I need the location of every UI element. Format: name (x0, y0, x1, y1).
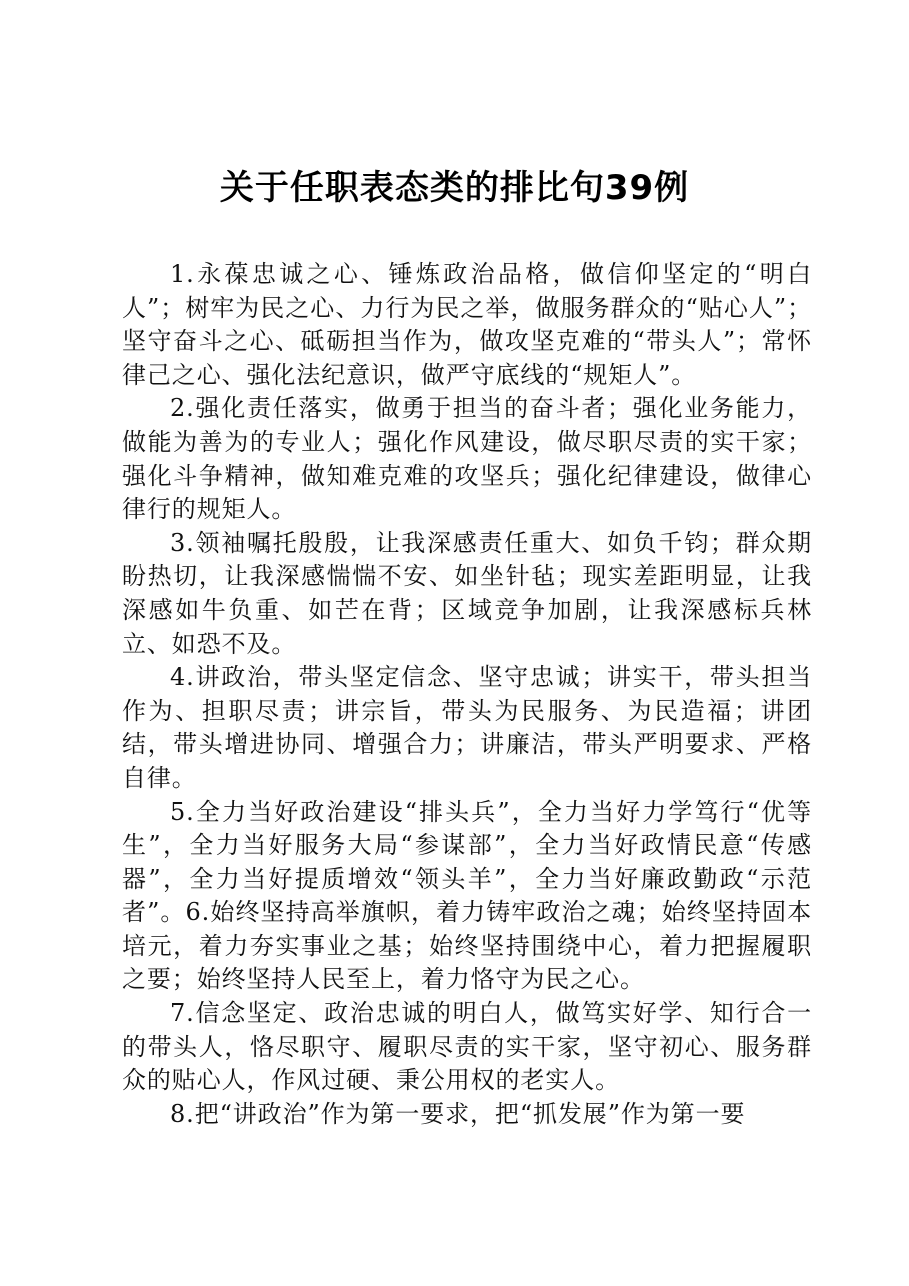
document-body (122, 258, 812, 1131)
paragraph-5-6: 5.全力当好政治建设“排头兵”，全力当好力学笃行“优等生”，全力当好服务大局“参谋部”，全力当好政情民意“传感器”，全力当好提质增效“领头羊”，全力当好廉政勤政“示范者”。6.始终坚持高举旗帜，着力铸牢政治之魂；始终坚持固本培元，着力夯实事业之基；始终坚持围绕中心，着力把握履职之要；始终坚持人民至上，着力恪守为民之心。 (122, 797, 812, 994)
paragraph-1: 1.永葆忠诚之心、锤炼政治品格，做信仰坚定的“明白人”；树牢为民之心、力行为民之举，做服务群众的“贴心人”；坚守奋斗之心、砥砺担当作为，做攻坚克难的“带头人”；常怀律己之心、强化法纪意识，做严守底线的“规矩人”。 (122, 260, 812, 389)
document-title: 关于任职表态类的排比句39例 (219, 168, 690, 208)
paragraph-3: 3.领袖嘱托殷殷，让我深感责任重大、如负千钧；群众期盼热切，让我深感惴惴不安、如坐针毡；现实差距明显，让我深感如牛负重、如芒在背；区域竞争加剧，让我深感标兵林立、如恐不及。 (122, 528, 812, 658)
paragraph-4: 4.讲政治，带头坚定信念、坚守忠诚；讲实干，带头担当作为、担职尽责；讲宗旨，带头为民服务、为民造福；讲团结，带头增进协同、增强合力；讲廉洁，带头严明要求、严格自律。 (122, 663, 812, 792)
paragraph-8: 8.把“讲政治”作为第一要求，把“抓发展”作为第一要 (170, 1099, 746, 1128)
paragraph-2: 2.强化责任落实，做勇于担当的奋斗者；强化业务能力，做能为善为的专业人；强化作风建设，做尽职尽责的实干家；强化斗争精神，做知难克难的攻坚兵；强化纪律建设，做律心律行的规矩人。 (122, 394, 812, 524)
paragraph-7: 7.信念坚定、政治忠诚的明白人，做笃实好学、知行合一的带头人，恪尽职守、履职尽责的实干家，坚守初心、服务群众的贴心人，作风过硬、秉公用权的老实人。 (122, 999, 812, 1095)
